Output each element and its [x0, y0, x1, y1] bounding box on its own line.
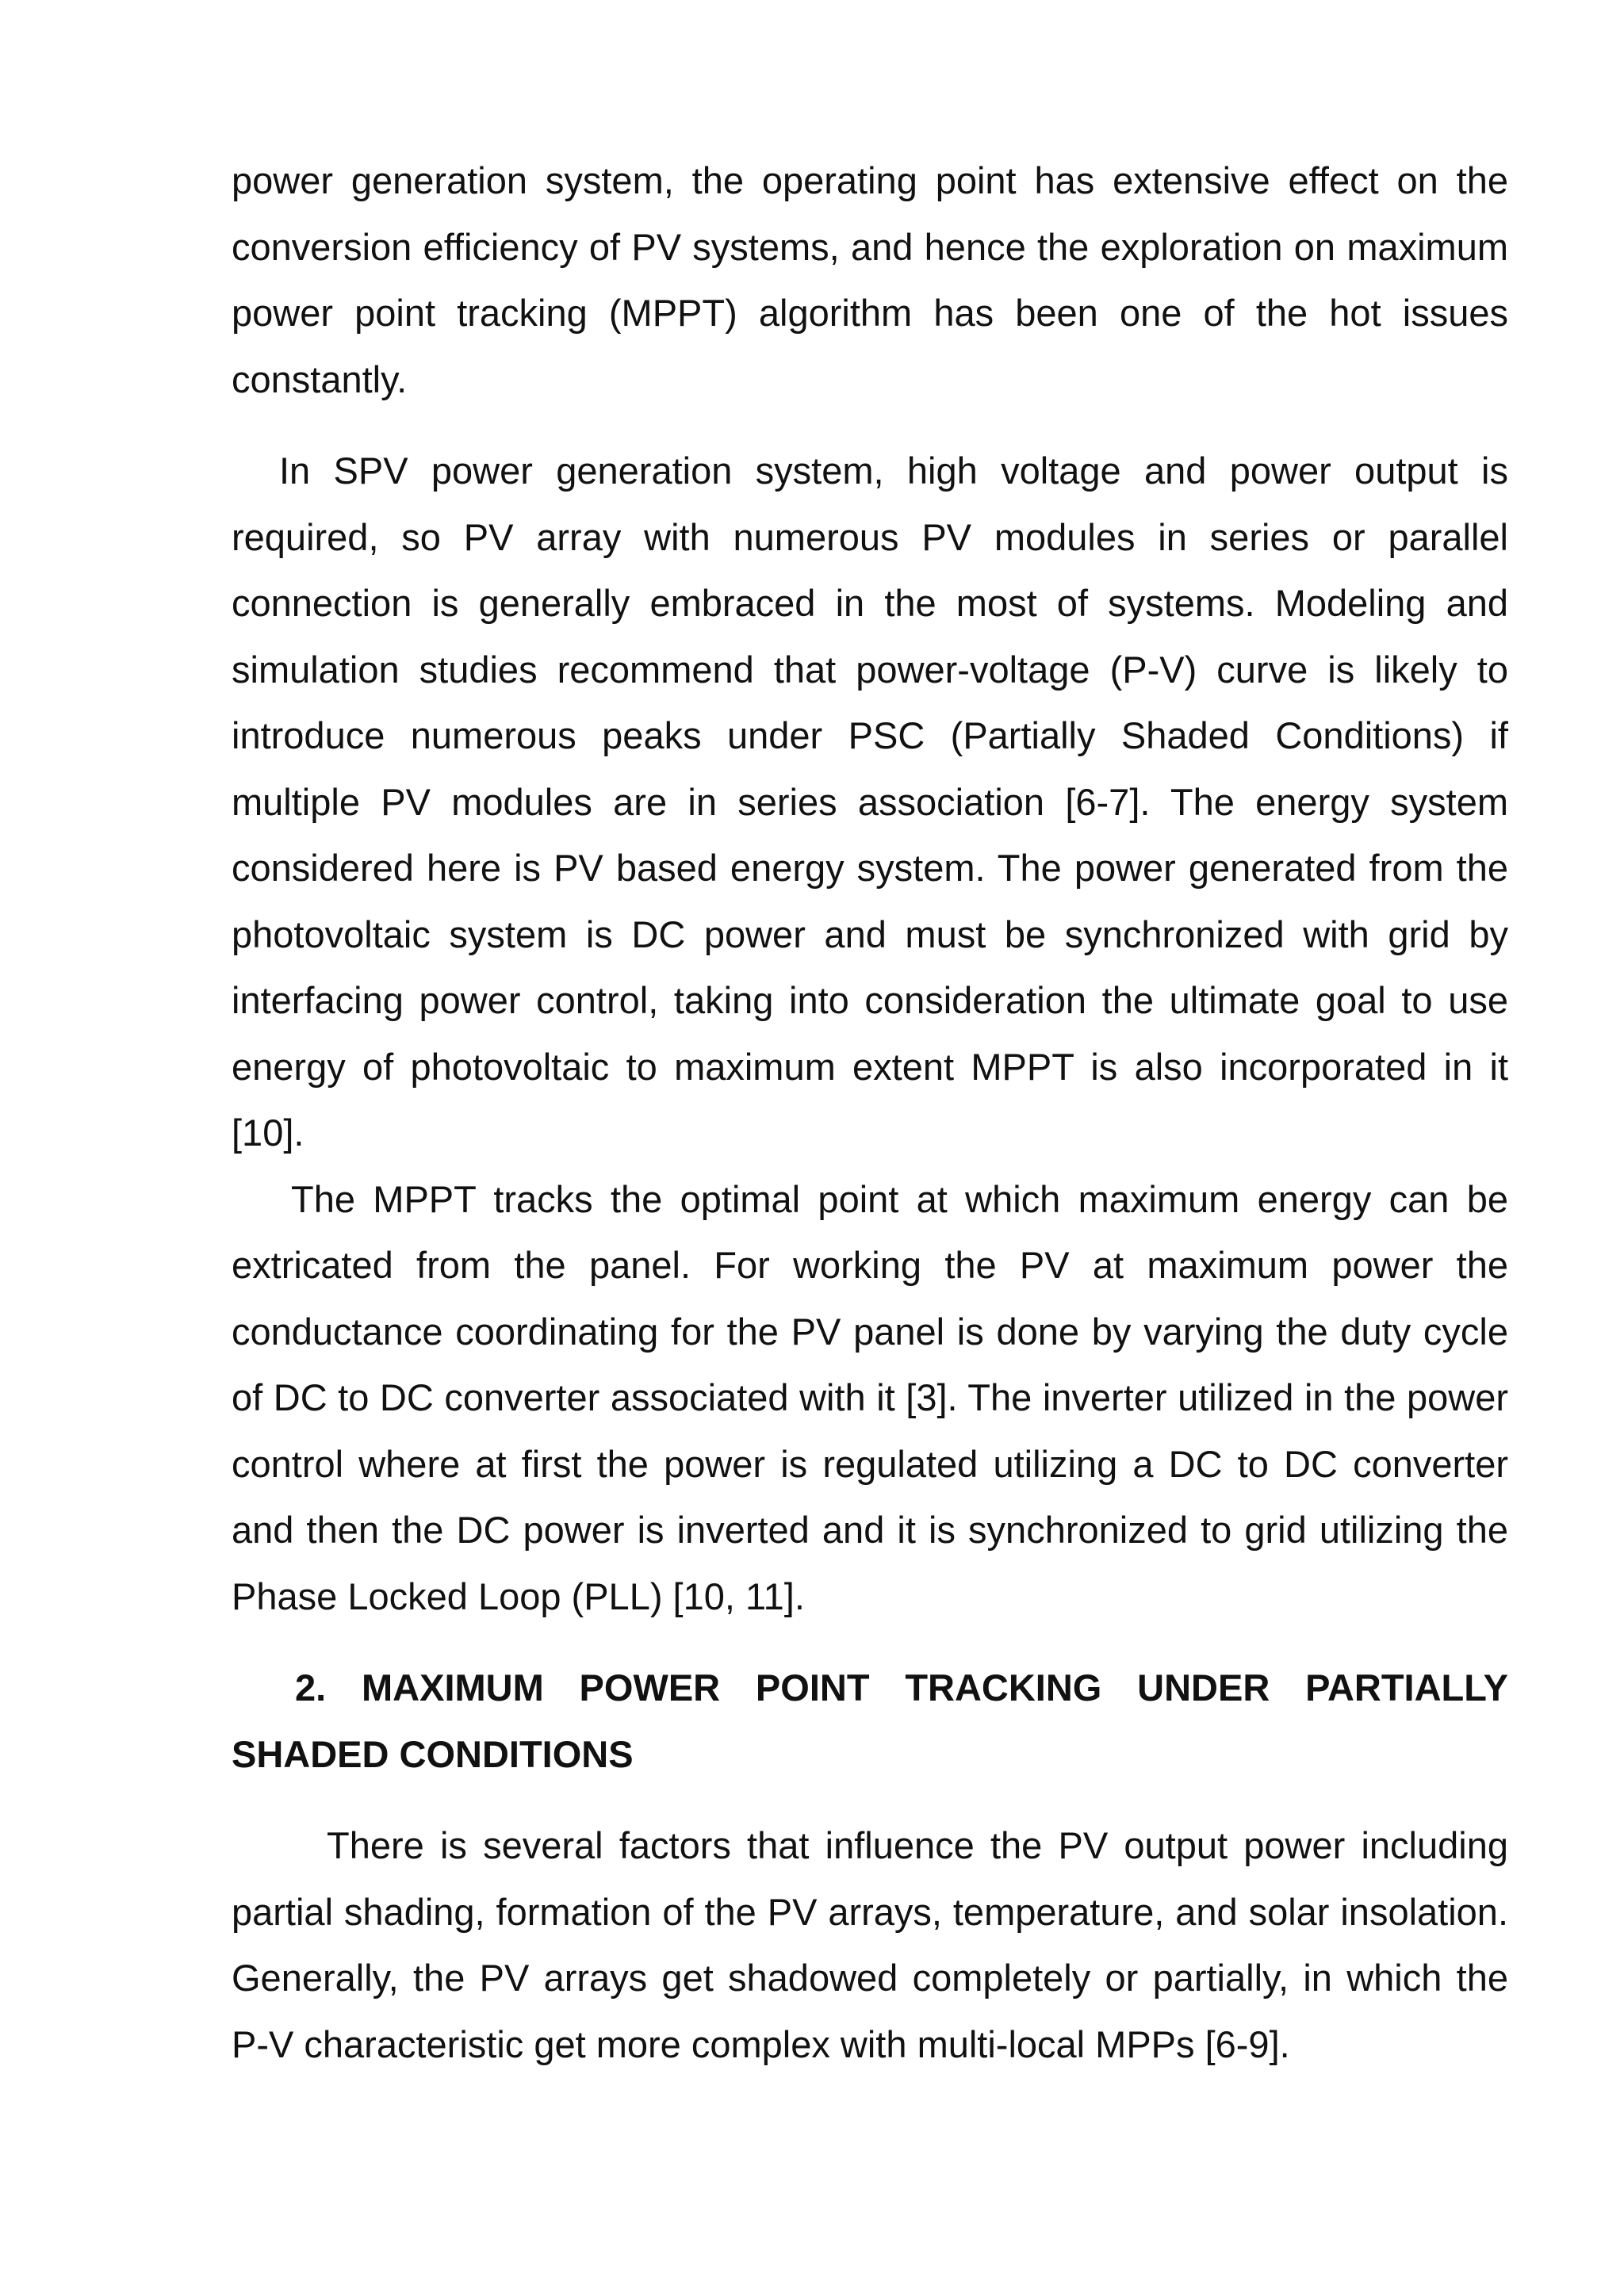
text-line: The MPPT tracks the optimal point at which maximum energy can be [291, 1177, 1508, 1220]
section-heading-line: 2. MAXIMUM POWER POINT TRACKING UNDER PARTIALLY [295, 1667, 1508, 1709]
text-line: Phase Locked Loop (PLL) [10, 11]. [232, 1575, 805, 1617]
text-line: control where at first the power is regulated utilizing a DC to DC converter [232, 1442, 1508, 1485]
text-line: constantly. [232, 358, 408, 400]
paragraph-mppt-tracking [232, 1166, 1508, 1630]
text-line: energy of photovoltaic to maximum extent MPPT is also incorporated in it [232, 1045, 1508, 1088]
text-line: Generally, the PV arrays get shadowed completely or partially, in which the [232, 1957, 1508, 1999]
text-line: conductance coordinating for the PV panel is done by varying the duty cycle [232, 1310, 1508, 1353]
text-line: simulation studies recommend that power-voltage (P-V) curve is likely to [232, 648, 1508, 691]
text-line: extricated from the panel. For working the PV at maximum power the [232, 1244, 1508, 1286]
text-line: multiple PV modules are in series association [6-7]. The energy system [232, 780, 1508, 823]
text-line: interfacing power control, taking into consideration the ultimate goal to use [232, 979, 1508, 1021]
text-line: considered here is PV based energy system. The power generated from the [232, 847, 1508, 889]
text-line: There is several factors that influence the PV output power including [327, 1824, 1508, 1866]
text-line: and then the DC power is inverted and it is synchronized to grid utilizing the [232, 1509, 1508, 1551]
text-line: conversion efficiency of PV systems, and hence the exploration on maximum [232, 225, 1508, 268]
section-heading [232, 1655, 1508, 1787]
text-line: power generation system, the operating point has extensive effect on the [232, 159, 1508, 201]
paragraph-factors [232, 1812, 1508, 2077]
paragraph-spv-system [232, 438, 1508, 1166]
document-page [232, 147, 1508, 2077]
text-line: [10]. [232, 1112, 304, 1154]
text-line: photovoltaic system is DC power and must be synchronized with grid by [232, 913, 1508, 955]
section-heading-line: SHADED CONDITIONS [232, 1732, 634, 1775]
text-line: In SPV power generation system, high voltage and power output is [279, 450, 1508, 492]
text-line: required, so PV array with numerous PV modules in series or parallel [232, 515, 1508, 558]
text-line: partial shading, formation of the PV arrays, temperature, and solar insolation. [232, 1890, 1508, 1933]
text-line: power point tracking (MPPT) algorithm has been one of the hot issues [232, 292, 1508, 334]
paragraph-intro-continuation [232, 147, 1508, 412]
text-line: of DC to DC converter associated with it [3]. The inverter utilized in the power [232, 1376, 1508, 1418]
text-line: connection is generally embraced in the most of systems. Modeling and [232, 582, 1508, 624]
text-line: introduce numerous peaks under PSC (Partially Shaded Conditions) if [232, 714, 1508, 756]
text-line: P-V characteristic get more complex with multi-local MPPs [6-9]. [232, 2022, 1290, 2065]
